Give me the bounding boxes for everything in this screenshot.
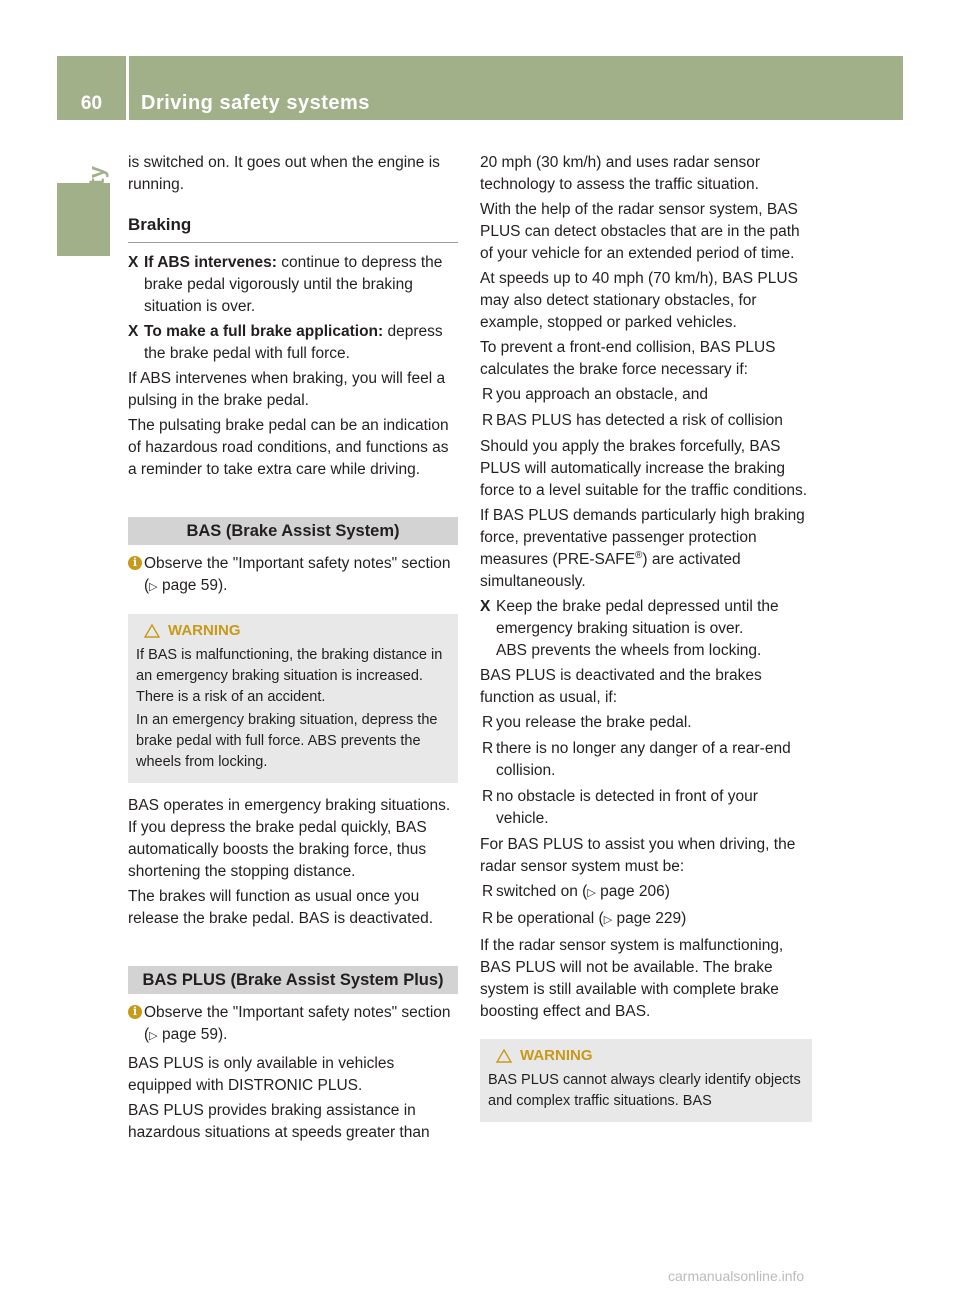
paragraph-part: If BAS PLUS demands particularly high braking force, preventative passenger protection measures (PRE-SAFE [480,507,805,568]
page-ref-icon: ▷ [603,914,613,926]
warning-text: In an emergency braking situation, depress the brake pedal with full force. ABS prevents the wheels from locking. [136,712,438,770]
paragraph: BAS PLUS is only available in vehicles equipped with DISTRONIC PLUS. [128,1055,395,1094]
step-bold: If ABS intervenes: [144,254,277,271]
step-item [128,321,458,365]
list-item [480,908,812,931]
bullet-marker-icon: R [482,386,494,403]
bullet-marker-icon: R [482,740,494,757]
step-result: ABS prevents the wheels from locking. [496,642,762,659]
list-item-text: page 206) [595,883,670,900]
list-item [480,384,812,406]
paragraph: If ABS intervenes when braking, you will feel a pulsing in the brake pedal. [128,370,446,409]
watermark: carmanualsonline.info [668,1268,805,1284]
paragraph-part: ) are activated simultaneously. [480,551,741,590]
step-marker-icon: X [128,254,139,271]
paragraph: If the radar sensor system is malfunctioning, BAS PLUS will not be available. The brake system is still available with complete brake boosting effect and BAS. [480,937,784,1020]
paragraph [480,505,812,593]
list-item-text: page 229) [612,910,687,927]
side-tab-label: Safety [84,165,109,232]
registered-mark: ® [635,549,643,561]
list-item-text: you release the brake pedal. [496,714,692,731]
list-item-text: there is no longer any danger of a rear-end collision. [496,740,791,779]
info-text: Observe the "Important safety notes" section ( [144,555,451,594]
info-icon: i [128,556,142,570]
info-note [128,1002,458,1047]
step-item [128,252,458,318]
braking-heading: Braking [128,215,192,234]
paragraph: BAS operates in emergency braking situations. If you depress the brake pedal quickly, BAS automatically boosts the braking force, thus shortening the stopping distance. [128,797,451,880]
list-item-text: be operational ( [496,910,604,927]
paragraph: At speeds up to 40 mph (70 km/h), BAS PLUS may also detect stationary obstacles, for example, stopped or parked vehicles. [480,270,798,331]
paragraph: The pulsating brake pedal can be an indication of hazardous road conditions, and functions as a reminder to take extra care while driving. [128,417,449,478]
step-text: depress the brake pedal with full force. [144,323,443,362]
step-bold: To make a full brake application: [144,323,384,340]
warning-text: If BAS is malfunctioning, the braking distance in an emergency braking situation is increased. There is a risk of an accident. [136,647,443,705]
basplus-section-heading: BAS PLUS (Brake Assist System Plus) [128,966,458,994]
warning-title: WARNING [520,1047,593,1064]
step-marker-icon: X [480,598,491,615]
page-ref-icon: ▷ [587,887,596,899]
intro-text: is switched on. It goes out when the engine is running. [128,154,440,193]
paragraph: BAS PLUS is deactivated and the brakes function as usual, if: [480,667,762,706]
step-marker-icon: X [128,323,139,340]
warning-triangle-icon [144,624,160,638]
list-item-text: switched on ( [496,883,588,900]
info-text: Observe the "Important safety notes" section ( [144,1004,451,1043]
warning-heading [496,1045,804,1066]
paragraph: For BAS PLUS to assist you when driving, the radar sensor system must be: [480,836,796,875]
list-item-text: no obstacle is detected in front of your vehicle. [496,788,758,827]
bullet-marker-icon: R [482,910,494,927]
step-text: continue to depress the brake pedal vigorously until the braking situation is over. [144,254,443,315]
paragraph: To prevent a front-end collision, BAS PLUS calculates the brake force necessary if: [480,339,776,378]
info-icon: i [128,1005,142,1019]
right-column [480,152,812,1134]
paragraph: BAS PLUS provides braking assistance in hazardous situations at speeds greater than [128,1102,430,1141]
step-text: Keep the brake pedal depressed until the emergency braking situation is over. [496,598,779,637]
header-divider [126,56,129,120]
left-column [128,152,458,1147]
info-text-ref: page 59). [157,1026,228,1043]
page-ref-icon: ▷ [149,1030,158,1042]
list-item [480,410,812,432]
paragraph: The brakes will function as usual once you release the brake pedal. BAS is deactivated. [128,888,434,927]
warning-box [128,614,458,783]
bullet-marker-icon: R [482,883,494,900]
info-note [128,553,458,598]
bullet-marker-icon: R [482,788,494,805]
info-text-ref: page 59). [157,577,228,594]
list-item-text: BAS PLUS has detected a risk of collision [496,412,783,429]
list-item [480,738,812,782]
warning-heading [144,620,450,641]
bas-section-heading: BAS (Brake Assist System) [128,517,458,545]
paragraph: With the help of the radar sensor system, BAS PLUS can detect obstacles that are in the path of your vehicle for an extended period of time. [480,201,800,262]
list-item [480,786,812,830]
warning-triangle-icon [496,1049,512,1063]
paragraph: Should you apply the brakes forcefully, BAS PLUS will automatically increase the braking force to a level suitable for the traffic conditions. [480,438,808,499]
page-number: 60 [80,93,103,114]
list-item-text: you approach an obstacle, and [496,386,708,403]
bullet-marker-icon: R [482,412,494,429]
warning-text: BAS PLUS cannot always clearly identify objects and complex traffic situations. BAS [488,1072,801,1109]
bullet-marker-icon: R [482,714,494,731]
warning-box [480,1039,812,1122]
page-title: Driving safety systems [141,92,370,114]
step-item [480,596,812,662]
page-ref-icon: ▷ [149,581,158,593]
list-item [480,881,812,904]
paragraph: 20 mph (30 km/h) and uses radar sensor technology to assess the traffic situation. [480,154,760,193]
heading-rule [128,242,458,243]
list-item [480,712,812,734]
warning-title: WARNING [168,622,241,639]
